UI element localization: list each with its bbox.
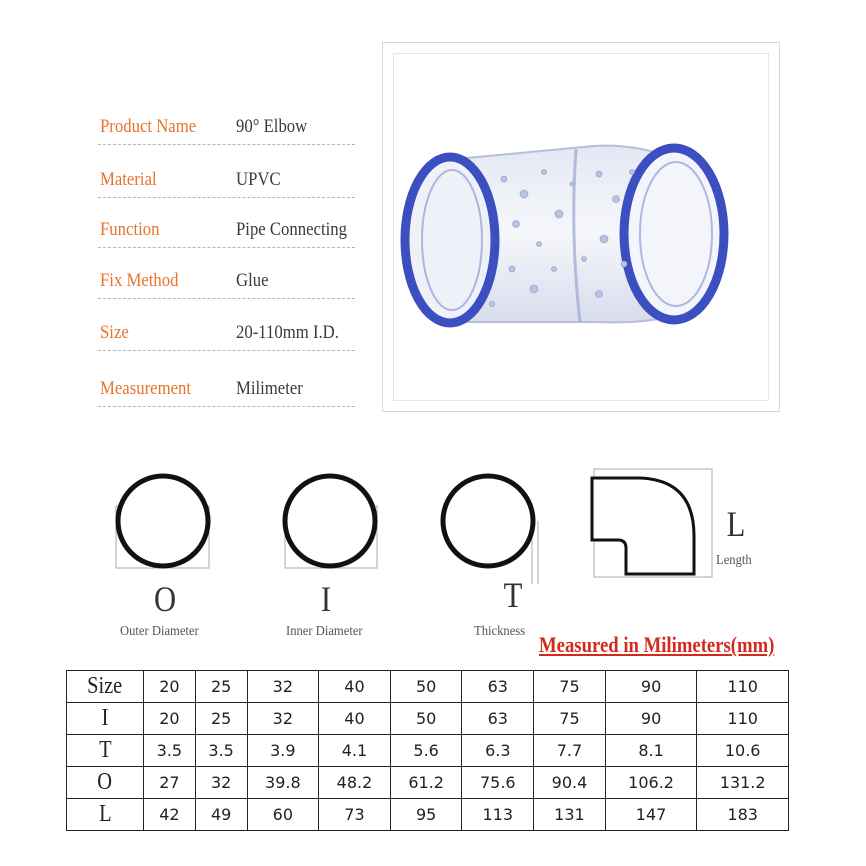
outer-diameter-letter: O	[153, 579, 177, 619]
length-letter: L	[726, 504, 746, 544]
spec-key: Material	[100, 169, 157, 190]
spec-value: 90° Elbow	[236, 116, 308, 137]
spec-value: Pipe Connecting	[236, 219, 348, 240]
table-cell: 20	[144, 671, 196, 703]
outer-diameter-diagram	[108, 466, 218, 576]
table-cell: 90.4	[534, 767, 606, 799]
table-cell: 48.2	[319, 767, 391, 799]
product-photo-frame	[382, 42, 780, 412]
table-cell: 25	[195, 703, 247, 735]
table-cell: 75.6	[462, 767, 534, 799]
table-cell: 25	[195, 671, 247, 703]
thickness-letter: T	[503, 575, 523, 615]
table-cell: 95	[390, 799, 462, 831]
spec-row-size	[98, 310, 355, 351]
table-row	[67, 703, 789, 735]
table-cell: 110	[697, 703, 789, 735]
table-cell: 90	[605, 671, 697, 703]
row-header	[67, 735, 144, 767]
table-cell: 6.3	[462, 735, 534, 767]
size-table	[66, 670, 789, 831]
product-photo	[393, 53, 769, 401]
inner-diameter-caption: Inner Diameter	[286, 624, 363, 639]
table-cell: 147	[605, 799, 697, 831]
table-cell: 40	[319, 671, 391, 703]
row-header-label: O	[97, 769, 113, 795]
table-cell: 5.6	[390, 735, 462, 767]
measurement-unit-note: Measured in Milimeters(mm)	[539, 632, 775, 657]
table-cell: 75	[534, 703, 606, 735]
outer-diameter-caption: Outer Diameter	[120, 624, 199, 639]
table-cell: 90	[605, 703, 697, 735]
table-cell: 131	[534, 799, 606, 831]
length-elbow-diagram	[582, 466, 716, 581]
spec-value: Milimeter	[236, 378, 303, 399]
table-row	[67, 671, 789, 703]
table-cell: 3.5	[144, 735, 196, 767]
table-cell: 61.2	[390, 767, 462, 799]
length-caption: Length	[716, 553, 752, 568]
table-row	[67, 799, 789, 831]
table-cell: 183	[697, 799, 789, 831]
table-cell: 49	[195, 799, 247, 831]
table-cell: 40	[319, 703, 391, 735]
thickness-caption: Thickness	[474, 624, 526, 639]
inner-diameter-diagram	[275, 466, 385, 576]
row-header-label: I	[101, 705, 109, 731]
table-cell: 42	[144, 799, 196, 831]
table-cell: 3.5	[195, 735, 247, 767]
table-cell: 60	[247, 799, 319, 831]
row-header-label: T	[98, 737, 112, 763]
spec-key: Measurement	[100, 378, 191, 399]
spec-row-material	[98, 157, 355, 198]
spec-row-fix-method	[98, 258, 355, 299]
table-cell: 106.2	[605, 767, 697, 799]
table-cell: 3.9	[247, 735, 319, 767]
spec-value: 20-110mm I.D.	[236, 322, 339, 343]
inner-diameter-letter: I	[320, 579, 332, 619]
table-cell: 32	[247, 671, 319, 703]
row-header-label: Size	[87, 673, 123, 699]
table-cell: 131.2	[697, 767, 789, 799]
spec-value: Glue	[236, 270, 269, 291]
spec-row-function	[98, 207, 355, 248]
table-cell: 50	[390, 671, 462, 703]
spec-key: Function	[100, 219, 160, 240]
table-cell: 63	[462, 671, 534, 703]
table-cell: 10.6	[697, 735, 789, 767]
spec-row-measurement	[98, 366, 355, 407]
table-cell: 7.7	[534, 735, 606, 767]
table-cell: 32	[195, 767, 247, 799]
table-cell: 32	[247, 703, 319, 735]
row-header-label: L	[98, 801, 112, 827]
spec-row-product-name	[98, 104, 355, 145]
table-cell: 73	[319, 799, 391, 831]
table-cell: 63	[462, 703, 534, 735]
table-cell: 4.1	[319, 735, 391, 767]
row-header	[67, 671, 144, 703]
row-header	[67, 703, 144, 735]
table-cell: 75	[534, 671, 606, 703]
row-header	[67, 767, 144, 799]
spec-key: Size	[100, 322, 129, 343]
table-cell: 8.1	[605, 735, 697, 767]
table-cell: 113	[462, 799, 534, 831]
table-row	[67, 735, 789, 767]
spec-key: Fix Method	[100, 270, 179, 291]
table-cell: 27	[144, 767, 196, 799]
table-row	[67, 767, 789, 799]
table-cell: 39.8	[247, 767, 319, 799]
table-cell: 20	[144, 703, 196, 735]
table-cell: 50	[390, 703, 462, 735]
table-cell: 110	[697, 671, 789, 703]
spec-value: UPVC	[236, 169, 281, 190]
spec-key: Product Name	[100, 116, 197, 137]
thickness-diagram	[436, 466, 546, 586]
row-header	[67, 799, 144, 831]
elbow-fitting-illustration	[394, 54, 770, 402]
